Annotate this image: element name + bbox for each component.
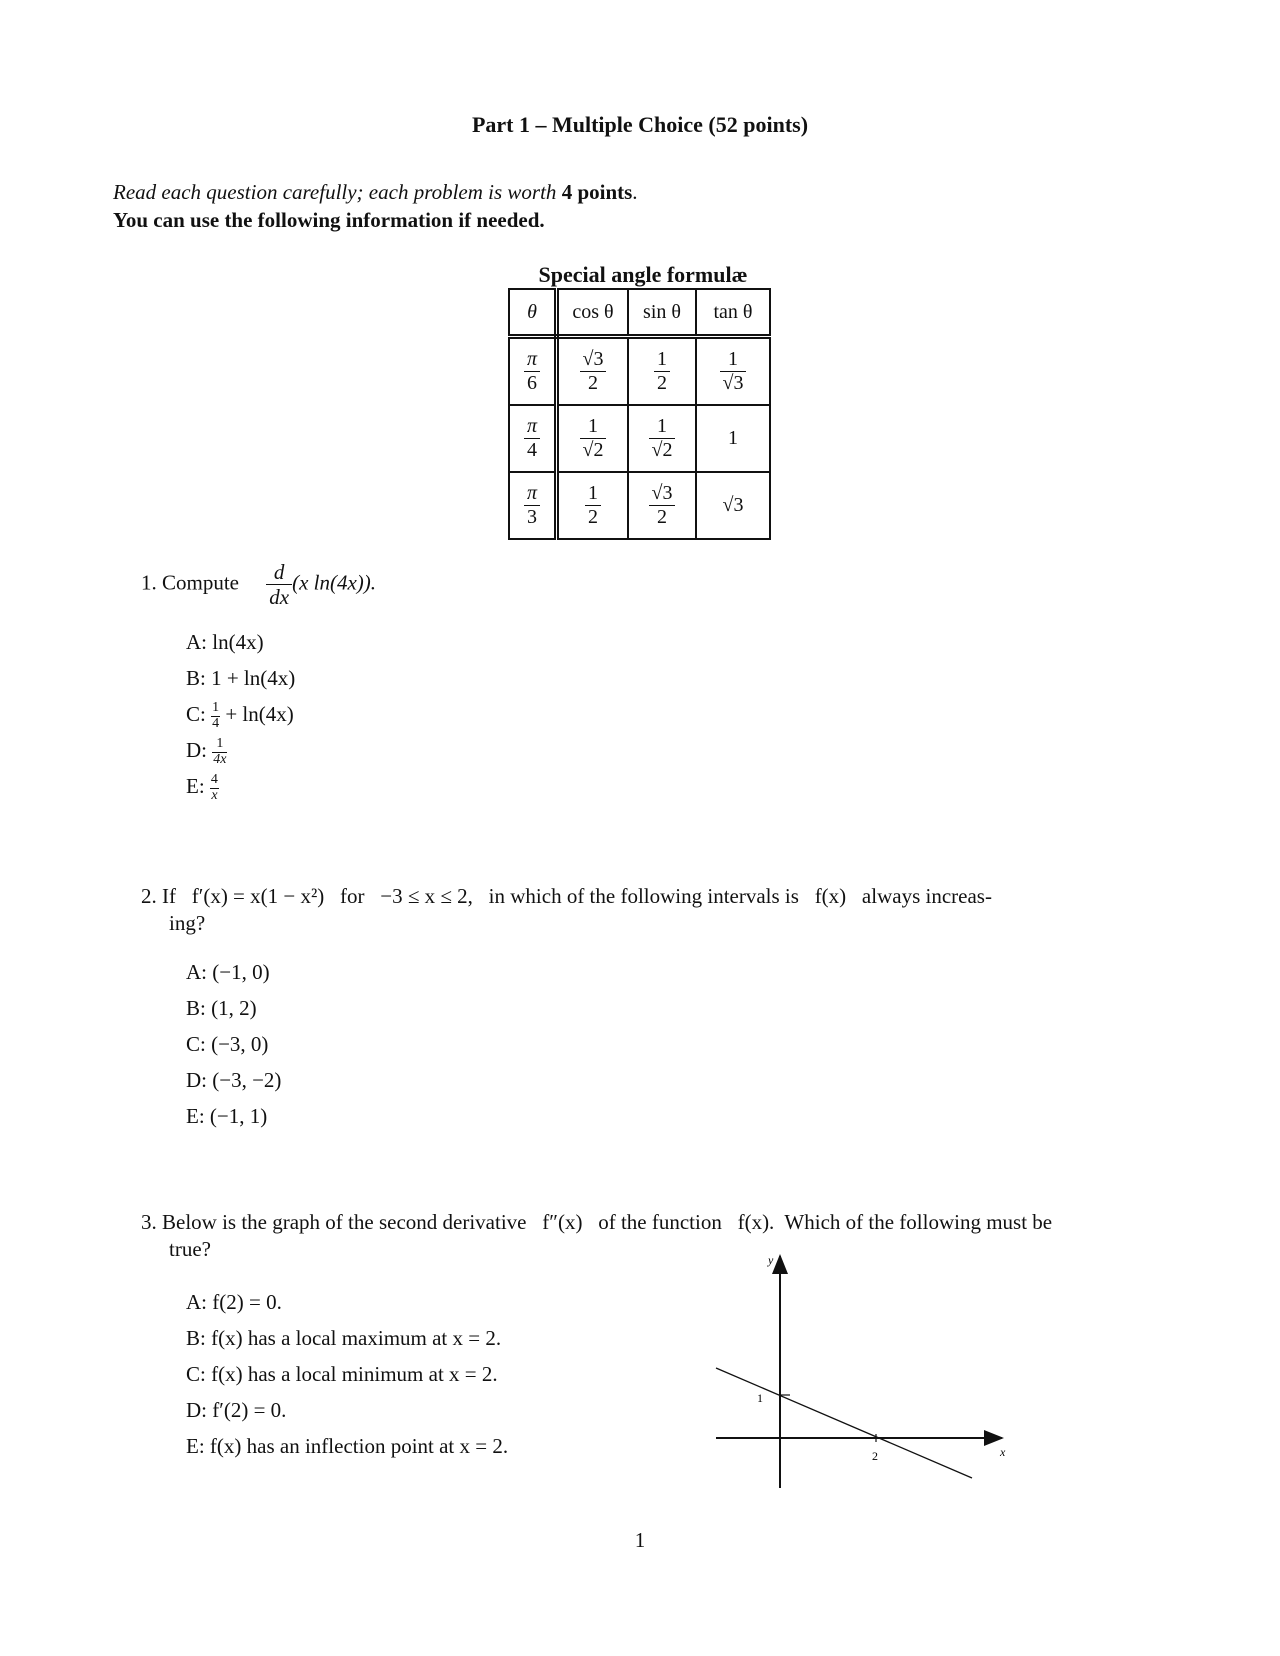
question-text: Compute [162,570,239,595]
question-1 [141,560,376,609]
choice-e[interactable]: E: f(x) has an inflection point at x = 2. [186,1434,509,1458]
intro-points: 4 points [561,180,633,204]
tan-cell: 1 [696,405,770,472]
choice-d[interactable]: D: $\frac{1}{4x}$ [186,736,227,767]
table-header-row [509,289,770,337]
theta-cell: $\frac{\pi}{3}$ [509,472,557,539]
theta-cell: $\frac{\pi}{6}$ [509,337,557,406]
choice-a[interactable]: A: ln(4x) [186,630,264,654]
question-3-choices [186,1284,508,1464]
question-text-cont: ing? [169,911,206,935]
question-1-choices [186,624,295,804]
table-title: Special angle formulæ [538,262,748,287]
f-double-prime-line [716,1368,972,1478]
choice-b[interactable]: B: (1, 2) [186,996,257,1020]
choice-b[interactable]: B: 1 + ln(4x) [186,666,296,690]
page-number: 1 [634,1528,646,1552]
question-text-cont: true? [169,1237,211,1261]
choice-c[interactable]: C: $\frac{1}{4}$ + ln(4x) [186,700,294,731]
choice-c[interactable]: C: (−3, 0) [186,1032,269,1056]
choice-b[interactable]: B: f(x) has a local maximum at x = 2. [186,1326,502,1350]
question-2 [141,884,1171,936]
intro-italic: Read each question carefully; each problem is worth [113,180,557,204]
table-row [509,472,770,539]
header-theta: θ [509,289,557,337]
question-number: 2. [141,884,157,908]
choice-e[interactable]: E: (−1, 1) [186,1104,268,1128]
choice-d[interactable]: D: (−3, −2) [186,1068,282,1092]
choice-a[interactable]: A: (−1, 0) [186,960,270,984]
cos-cell: $\frac{1}{√2}$ [557,405,629,472]
question-number: 3. [141,1210,157,1234]
cos-cell: $\frac{1}{2}$ [557,472,629,539]
sin-cell: $\frac{1}{√2}$ [628,405,696,472]
y-axis-label: y [768,1253,774,1267]
tan-cell: √3 [696,472,770,539]
table-row [509,337,770,406]
theta-cell: $\frac{\pi}{4}$ [509,405,557,472]
tan-cell: $\frac{1}{√3}$ [696,337,770,406]
x-axis-label: x [1000,1445,1006,1459]
sin-cell: $\frac{√3}{2}$ [628,472,696,539]
choice-a[interactable]: A: f(2) = 0. [186,1290,282,1314]
page-title: Part 1 – Multiple Choice (52 points) [471,112,809,137]
choice-d[interactable]: D: f′(2) = 0. [186,1398,287,1422]
question-expression: (x ln(4x)). [292,570,377,595]
choice-e[interactable]: E: $\frac{4}{x}$ [186,772,218,803]
special-angle-table [508,288,771,540]
x-intercept-label: 2 [872,1449,878,1463]
header-tan: tan θ [696,289,770,337]
table-row [509,405,770,472]
question-text: If f′(x) = x(1 − x²) for −3 ≤ x ≤ 2, in which of the following intervals is f(x) always increas- [162,884,992,908]
y-intercept-label: 1 [757,1391,763,1405]
question-number: 1. [141,570,157,595]
derivative-operator: $\frac{d}{dx}$ [266,560,292,609]
intro-instructions [113,180,638,205]
question-2-choices [186,954,281,1134]
header-cos: cos θ [557,289,629,337]
cos-cell: $\frac{√3}{2}$ [557,337,629,406]
second-derivative-graph [700,1250,1020,1500]
intro-note: You can use the following information if needed. [113,208,545,232]
sin-cell: $\frac{1}{2}$ [628,337,696,406]
choice-c[interactable]: C: f(x) has a local minimum at x = 2. [186,1362,498,1386]
question-text: Below is the graph of the second derivative f″(x) of the function f(x). Which of the following must be [162,1210,1053,1234]
intro-period: . [632,180,638,204]
header-sin: sin θ [628,289,696,337]
